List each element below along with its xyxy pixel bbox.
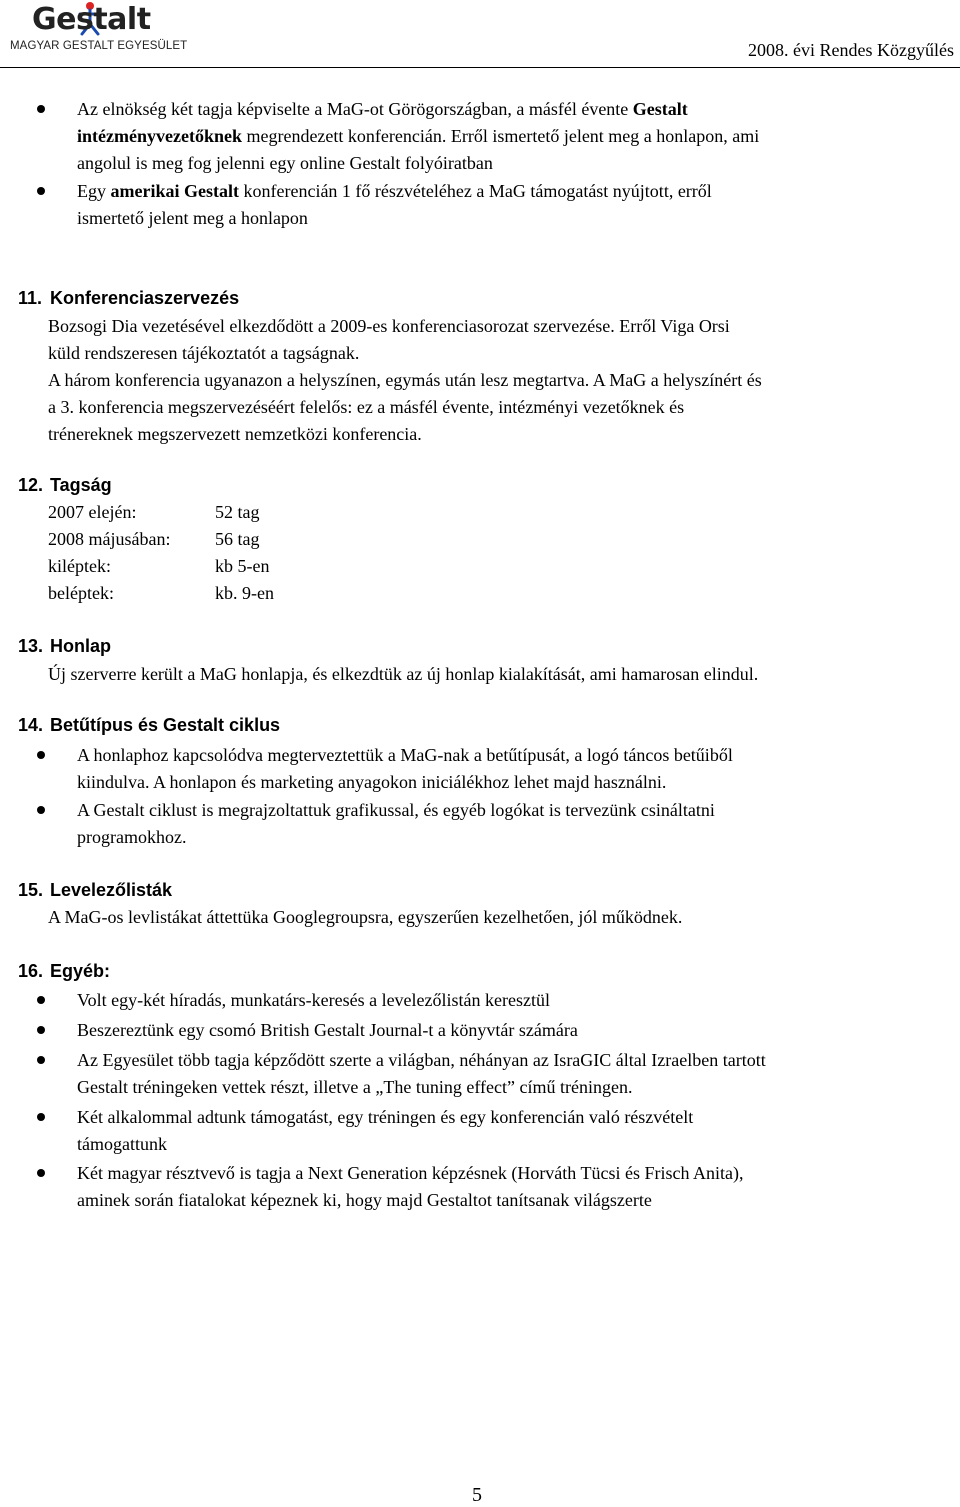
bullet-dot <box>37 806 45 814</box>
membership-value: kb 5-en <box>215 556 270 576</box>
intro-bullet-1-line-2: intézményvezetőknek megrendezett konferencián. Erről ismertető jelent meg a honlapon, ami <box>77 126 760 146</box>
s16-bullet-line: Az Egyesület több tagja képződött szerte a világban, néhányan az IsraGIC által Izraelben tartott <box>77 1050 766 1070</box>
section-title-tagsag: Tagság <box>50 475 112 495</box>
section-title-levelezolistak: Levelezőlisták <box>50 880 173 900</box>
s16-bullet-line: aminek során fiatalokat képeznek ki, hogy majd Gestaltot tanítsanak világszerte <box>77 1190 652 1210</box>
logo-subtitle: MAGYAR GESTALT EGYESÜLET <box>10 40 188 52</box>
header-divider <box>0 67 960 68</box>
s16-bullet-line: Két alkalommal adtunk támogatást, egy tréningen és egy konferencián való részvételt <box>77 1107 694 1127</box>
membership-value: 52 tag <box>215 502 260 522</box>
section-title-honlap: Honlap <box>50 636 111 656</box>
membership-label: kiléptek: <box>48 556 111 576</box>
section-number: 13. <box>18 636 44 656</box>
intro-bullet-2-line-1: Egy amerikai Gestalt konferencián 1 fő részvételéhez a MaG támogatást nyújtott, erről <box>77 181 712 201</box>
document-title: 2008. évi Rendes Közgyűlés <box>748 40 954 60</box>
page-header <box>0 0 960 68</box>
section-number: 16. <box>18 961 44 981</box>
membership-label: 2008 májusában: <box>48 529 171 549</box>
s11-line: küld rendszeresen tájékoztatót a tagságnak. <box>48 343 360 363</box>
s11-line: Bozsogi Dia vezetésével elkezdődött a 2009-es konferenciasorozat szervezése. Erről Viga Orsi <box>48 316 730 336</box>
bullet-dot <box>37 1169 45 1177</box>
intro-bullet-1-line-1: Az elnökség két tagja képviselte a MaG-ot Görögországban, a másfél évente Gestalt <box>77 99 688 119</box>
s14-bullet-2-line-1: A Gestalt ciklust is megrajzoltattuk grafikussal, és egyéb logókat is tervezünk csináltatni <box>77 800 715 820</box>
logo-wordmark: Gestalt <box>32 2 151 37</box>
bullet-dot <box>37 1113 45 1121</box>
s11-line: A három konferencia ugyanazon a helyszínen, egymás után lesz megtartva. A MaG a helyszínért és <box>48 370 762 390</box>
bullet-dot <box>37 1056 45 1064</box>
bullet-dot <box>37 1026 45 1034</box>
page-number: 5 <box>472 1484 482 1506</box>
s16-bullet-line: Két magyar résztvevő is tagja a Next Generation képzésnek (Horváth Tücsi és Frisch Anita), <box>77 1163 744 1183</box>
section-number: 15. <box>18 880 44 900</box>
section-number: 11. <box>18 288 43 308</box>
s16-bullet-line: Beszereztünk egy csomó British Gestalt Journal-t a könyvtár számára <box>77 1020 578 1040</box>
s14-bullet-2-line-2: programokhoz. <box>77 827 187 847</box>
s16-bullet-line: Gestalt tréningeken vettek részt, illetve a „The tuning effect” című tréningen. <box>77 1077 633 1097</box>
section-title-betutipus: Betűtípus és Gestalt ciklus <box>50 715 281 735</box>
membership-label: 2007 elején: <box>48 502 137 522</box>
intro-bullet-2-line-2: ismertető jelent meg a honlapon <box>77 208 308 228</box>
s11-line: trénereknek megszervezett nemzetközi konferencia. <box>48 424 422 444</box>
section-number: 12. <box>18 475 44 495</box>
membership-value: kb. 9-en <box>215 583 274 603</box>
section-title-konferenciaszervezes: Konferenciaszervezés <box>50 288 240 308</box>
membership-value: 56 tag <box>215 529 260 549</box>
s16-bullet-line: támogattunk <box>77 1134 167 1154</box>
s13-line: Új szerverre került a MaG honlapja, és elkezdtük az új honlap kialakítását, ami hamarosan elindul. <box>48 664 759 684</box>
bullet-dot <box>37 751 45 759</box>
s11-line: a 3. konferencia megszervezéséért felelős: ez a másfél évente, intézményi vezetőknek és <box>48 397 685 417</box>
s15-line: A MaG-os levlistákat áttettüka Googlegroupsra, egyszerűen kezelhetően, jól működnek. <box>48 907 683 927</box>
bullet-dot <box>37 996 45 1004</box>
intro-bullet-1-line-3: angolul is meg fog jelenni egy online Gestalt folyóiratban <box>77 153 493 173</box>
s14-bullet-1-line-2: kiindulva. A honlapon és marketing anyagokon iniciálékhoz lehet majd használni. <box>77 772 667 792</box>
s16-bullet-line: Volt egy-két híradás, munkatárs-keresés a levelezőlistán keresztül <box>77 990 550 1010</box>
bullet-dot <box>37 187 45 195</box>
section-title-egyeb: Egyéb: <box>50 961 111 981</box>
bullet-dot <box>37 105 45 113</box>
gestalt-logo <box>10 0 188 64</box>
membership-label: beléptek: <box>48 583 114 603</box>
section-number: 14. <box>18 715 44 735</box>
s14-bullet-1-line-1: A honlaphoz kapcsolódva megterveztettük a MaG-nak a betűtípusát, a logó táncos betűiből <box>77 745 733 765</box>
